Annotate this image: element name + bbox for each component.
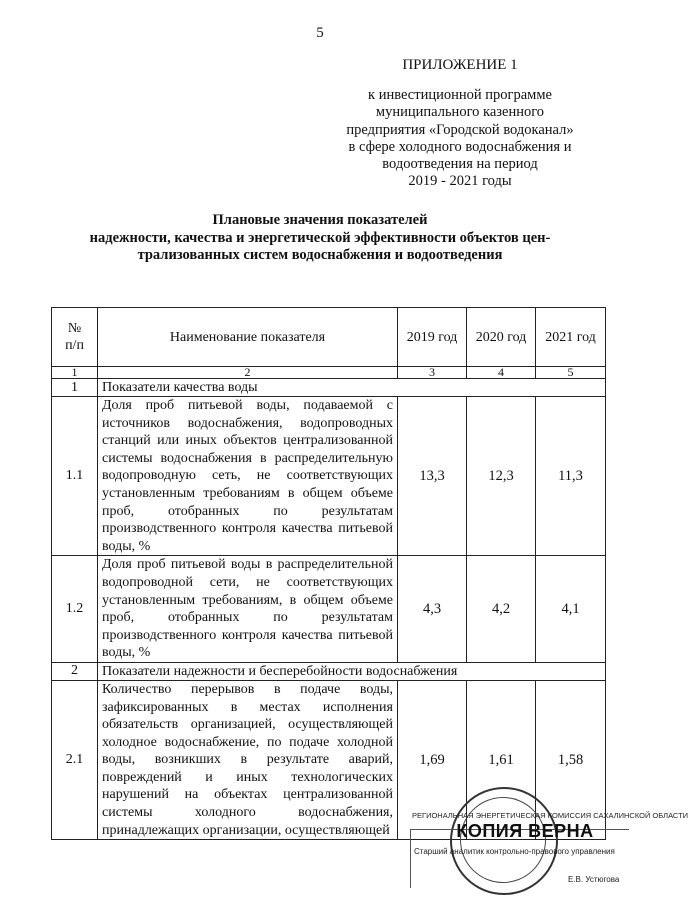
header-2021: 2021 год — [536, 308, 606, 367]
indicator-description: Количество перерывов в подаче воды, зафиксированных в местах исполнения обязательств организацией, осуществляющей холодное водоснабжение, по подаче холодной воды, возникших в результате аварий, повреждений и иных технологических нарушений на объектах централизованной системы холодного водоснабжения, принадлежащих организации, осуществляющей — [98, 680, 398, 839]
value-2021: 11,3 — [536, 397, 606, 556]
header-2019: 2019 год — [398, 308, 467, 367]
value-2021: 4,1 — [536, 556, 606, 663]
value-2020: 12,3 — [467, 397, 536, 556]
table-header-row — [52, 308, 606, 367]
column-number: 5 — [536, 367, 606, 379]
indicator-description: Доля проб питьевой воды в распределительной водопроводной сети, не соответствующих установленным требованиям, в общем объеме проб, отобранных по результатам производственного контроля качества питьевой воды, % — [98, 556, 398, 663]
heading-line: трализованных систем водоснабжения и водоотведения — [137, 247, 503, 263]
header-num: № п/п — [52, 308, 98, 367]
appendix-line: 2019 - 2021 годы — [408, 173, 512, 190]
section-row — [52, 662, 606, 680]
row-number: 1 — [52, 379, 98, 397]
column-number: 3 — [398, 367, 467, 379]
value-2020: 1,61 — [467, 680, 536, 839]
row-number: 1.1 — [52, 397, 98, 556]
value-2019: 1,69 — [398, 680, 467, 839]
indicator-description: Доля проб питьевой воды, подаваемой с источников водоснабжения, водопроводных станций или иных объектов централизованной системы водоснабжения в распределительную водопроводную сеть, не соответствующих установленным требованиям в общем объеме проб, отобранных по результатам производственного контроля качества питьевой воды, % — [98, 397, 398, 556]
row-number: 1.2 — [52, 556, 98, 663]
header-name: Наименование показателя — [98, 308, 398, 367]
column-numbers-row — [52, 367, 606, 379]
section-label: Показатели надежности и бесперебойности водоснабжения — [98, 662, 606, 680]
stamp-position: Старший аналитик контрольно-правового управления — [414, 847, 615, 856]
appendix-line: предприятия «Городской водоканал» — [346, 121, 574, 138]
stamp-organization: РЕГИОНАЛЬНАЯ ЭНЕРГЕТИЧЕСКАЯ КОМИССИЯ САХАЛИНСКОЙ ОБЛАСТИ — [412, 811, 688, 820]
table-row — [52, 556, 606, 663]
appendix-line: муниципального казенного — [375, 104, 545, 121]
row-number: 2 — [52, 662, 98, 680]
column-number: 1 — [52, 367, 98, 379]
section-label: Показатели качества воды — [98, 379, 606, 397]
appendix-line: к инвестиционной программе — [368, 87, 552, 104]
section-row — [52, 379, 606, 397]
value-2021: 1,58 — [536, 680, 606, 839]
heading-line: надежности, качества и энергетической эффективности объектов цен- — [89, 229, 551, 246]
value-2019: 13,3 — [398, 397, 467, 556]
heading-line: Плановые значения показателей — [212, 212, 428, 228]
indicators-table — [51, 307, 606, 840]
certification-stamp — [410, 775, 688, 895]
header-2020: 2020 год — [467, 308, 536, 367]
page-number: 5 — [316, 25, 324, 41]
appendix-title: ПРИЛОЖЕНИЕ 1 — [402, 57, 518, 73]
stamp-signer: Е.В. Устюгова — [568, 875, 620, 884]
appendix-line: в сфере холодного водоснабжения и — [348, 138, 572, 155]
value-2020: 4,2 — [467, 556, 536, 663]
appendix-block — [330, 57, 590, 190]
value-2019: 4,3 — [398, 556, 467, 663]
stamp-certified-text: КОПИЯ ВЕРНА — [456, 821, 594, 841]
column-number: 4 — [467, 367, 536, 379]
document-heading — [70, 212, 570, 265]
appendix-line: водоотведения на период — [382, 156, 538, 173]
table-row — [52, 397, 606, 556]
row-number: 2.1 — [52, 680, 98, 839]
column-number: 2 — [98, 367, 398, 379]
